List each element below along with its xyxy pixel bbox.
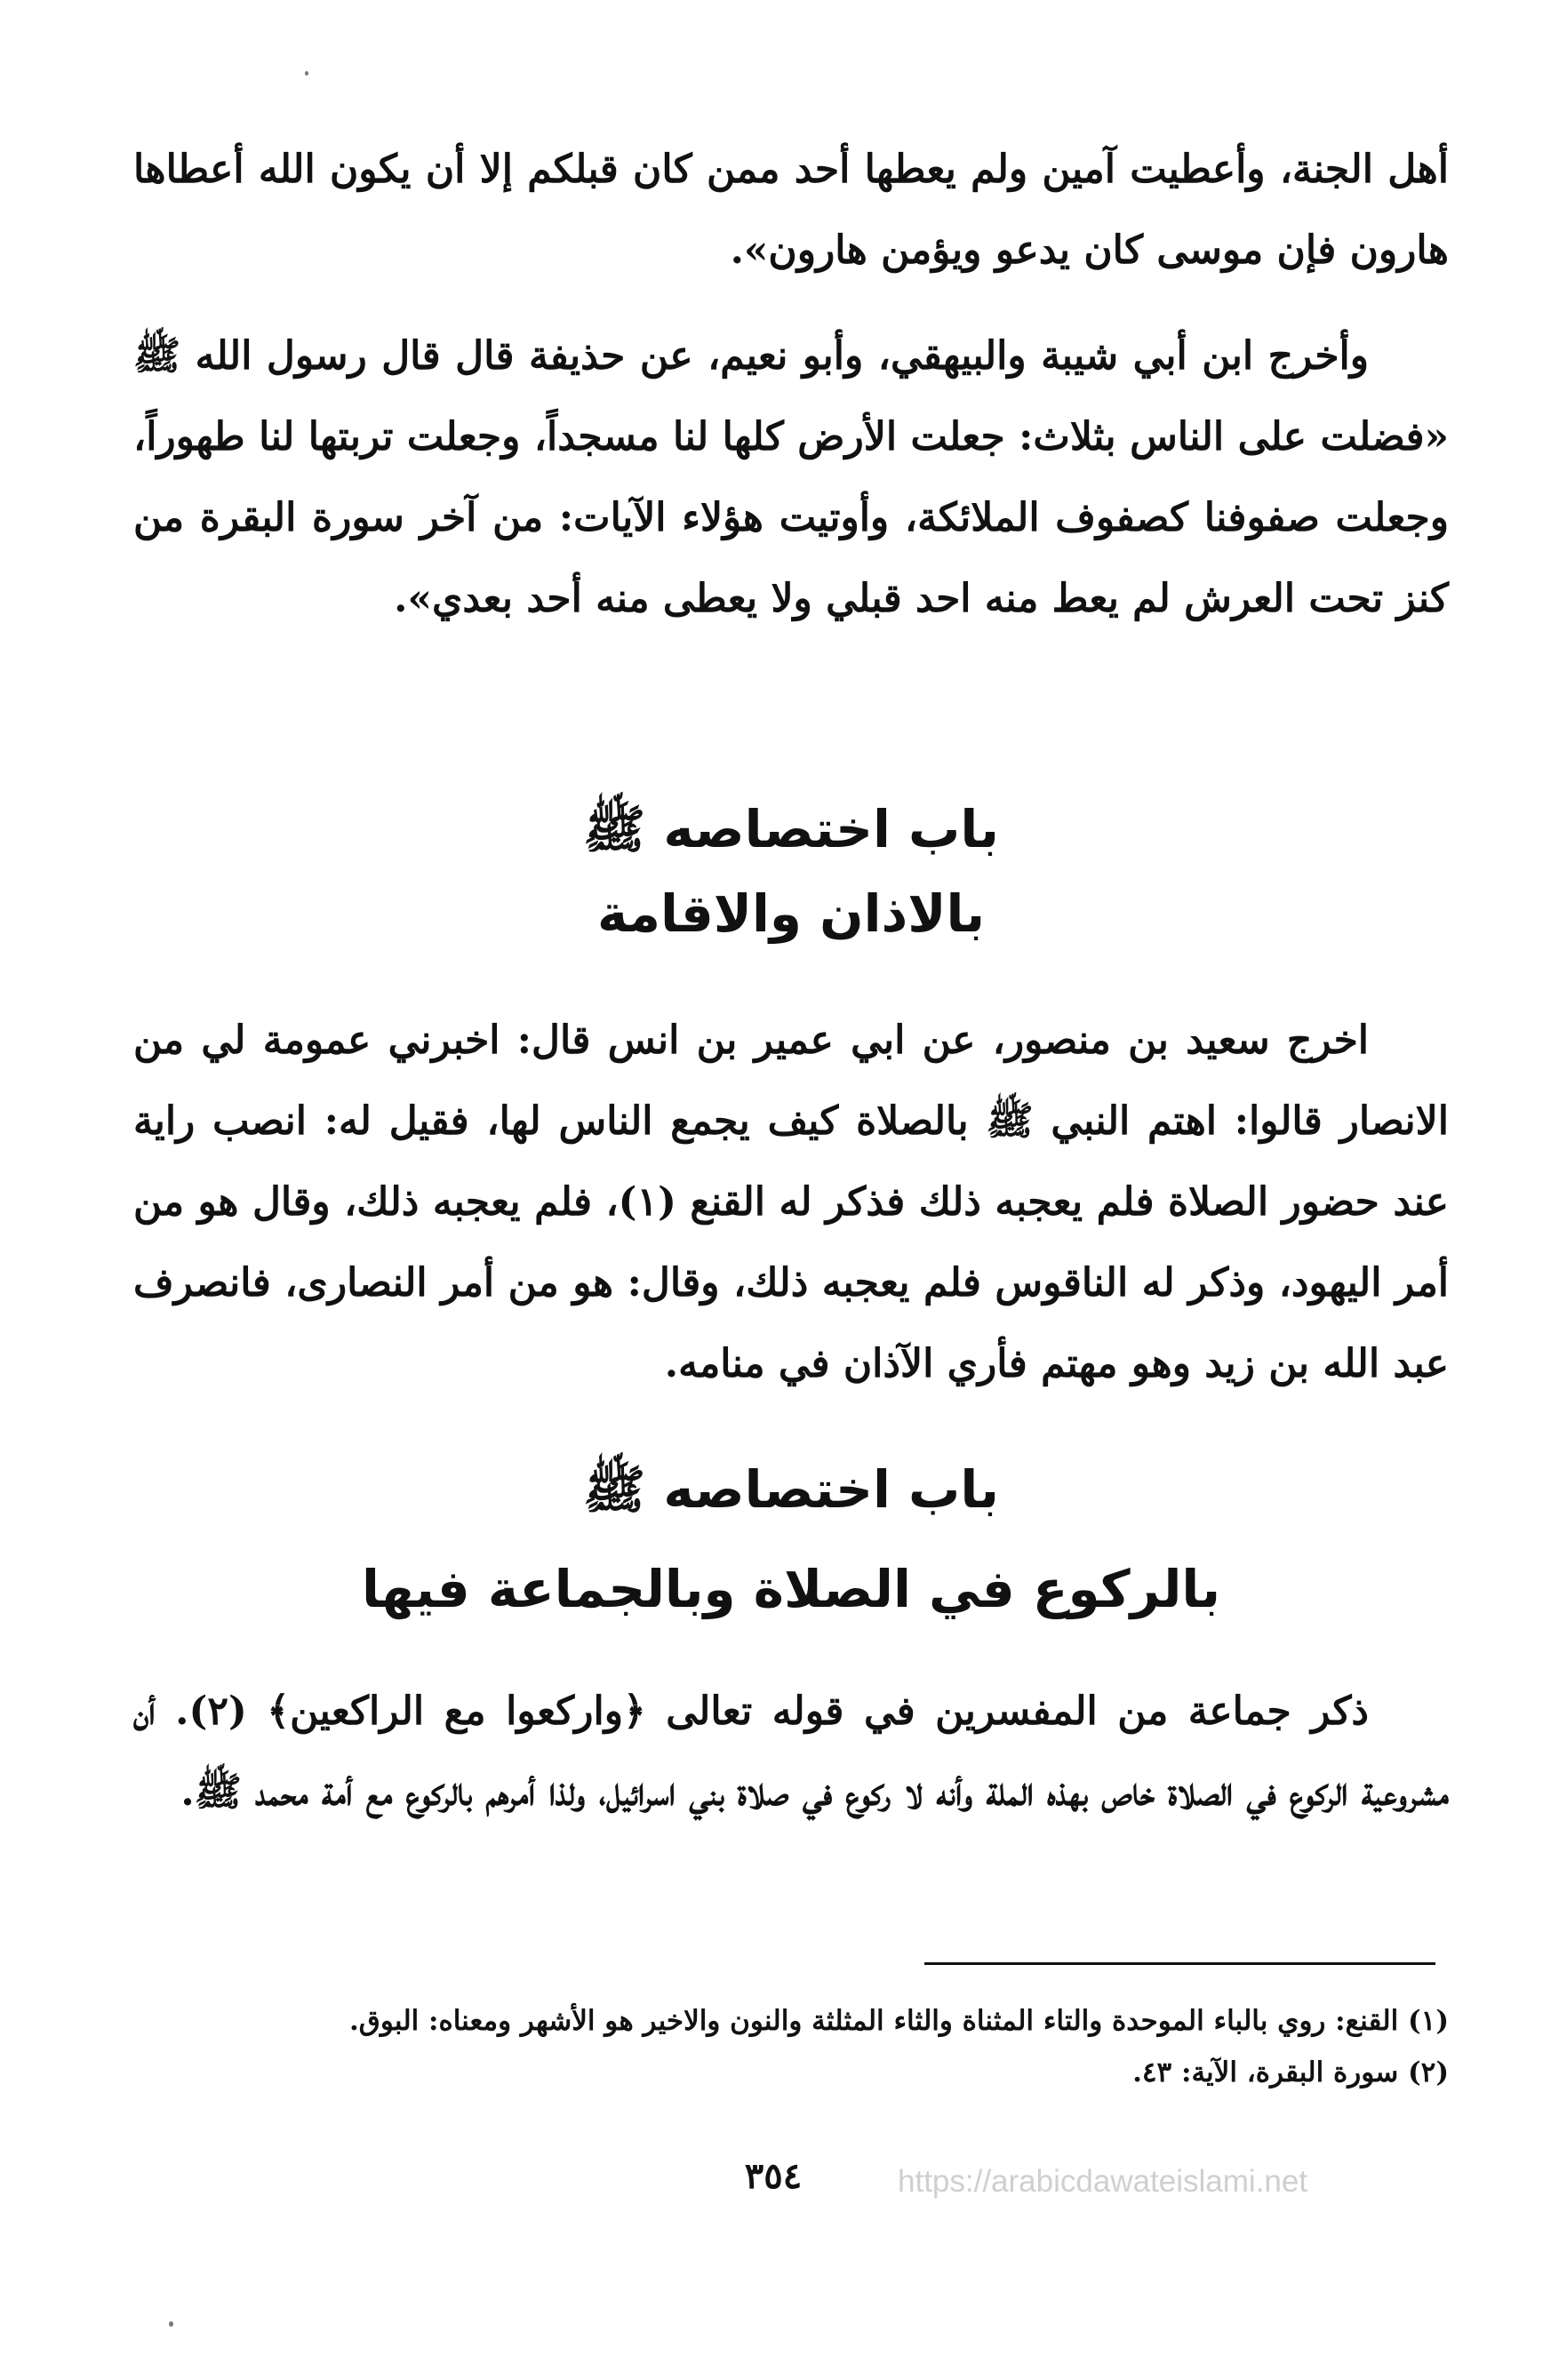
ruku-paragraph (133, 1671, 1449, 1833)
section-heading-ruku-line1: باب اختصاصه ﷺ (583, 1459, 999, 1520)
section-heading-adhan-line1: باب اختصاصه ﷺ (583, 799, 999, 859)
watermark-url: https://arabicdawateislami.net (898, 2164, 1308, 2199)
ruku-text: ذكر جماعة من المفسرين في قوله تعالى ﴿واركعوا مع الراكعين﴾ (٢). أن مشروعية الركوع في الصلاة خاص بهذه الملة وأنه لا ركوع في صلاة بني اسرائيل، ولذا أمرهم بالركوع مع أمة محمد ﷺ. (133, 1689, 1449, 1815)
section-heading-ruku-line2: بالركوع في الصلاة وبالجماعة فيها (361, 1559, 1220, 1619)
footnote-divider (924, 1962, 1435, 1965)
hadith-paragraph (133, 315, 1449, 639)
adhan-paragraph (133, 1000, 1449, 1404)
intro-text: أهل الجنة، وأعطيت آمين ولم يعطها أحد ممن كان قبلكم إلا أن يكون الله أعطاها هارون فإن موسى كان يدعو ويؤمن هارون». (133, 147, 1449, 273)
footnotes (133, 1995, 1449, 2098)
page-number: ٣٥٤ (744, 2155, 803, 2197)
footnote-2: (٢) سورة البقرة، الآية: ٤٣. (1132, 2057, 1449, 2088)
hadith-text: وأخرج ابن أبي شيبة والبيهقي، وأبو نعيم، عن حذيفة قال قال رسول الله ﷺ «فضلت على الناس بثلاث: جعلت الأرض كلها لنا مسجداً، وجعلت تربتها لنا طهوراً، وجعلت صفوفنا كصفوف الملائكة، وأوتيت هؤلاء الآيات: من آخر سورة البقرة من كنز تحت العرش لم يعط منه احد قبلي ولا يعطى منه أحد بعدي». (133, 333, 1449, 621)
section-heading-adhan-line2: بالاذان والاقامة (596, 883, 986, 944)
scan-speck (305, 71, 308, 76)
footnote-1: (١) القنع: روي بالباء الموحدة والتاء المثناة والثاء المثلثة والنون والاخير هو الأشهر ومعناه: البوق. (348, 2005, 1449, 2037)
intro-paragraph (133, 129, 1449, 291)
scan-speck (169, 2321, 173, 2327)
adhan-text: اخرج سعيد بن منصور، عن ابي عمير بن انس قال: اخبرني عمومة لي من الانصار قالوا: اهتم النبي ﷺ بالصلاة كيف يجمع الناس لها، فقيل له: انصب راية عند حضور الصلاة فلم يعجبه ذلك فذكر له القنع (١)، فلم يعجبه ذلك، وقال هو من أمر اليهود، وذكر له الناقوس فلم يعجبه ذلك، وقال: هو من أمر النصارى، فانصرف عبد الله بن زيد وهو مهتم فأري الآذان في منامه. (133, 1018, 1449, 1386)
